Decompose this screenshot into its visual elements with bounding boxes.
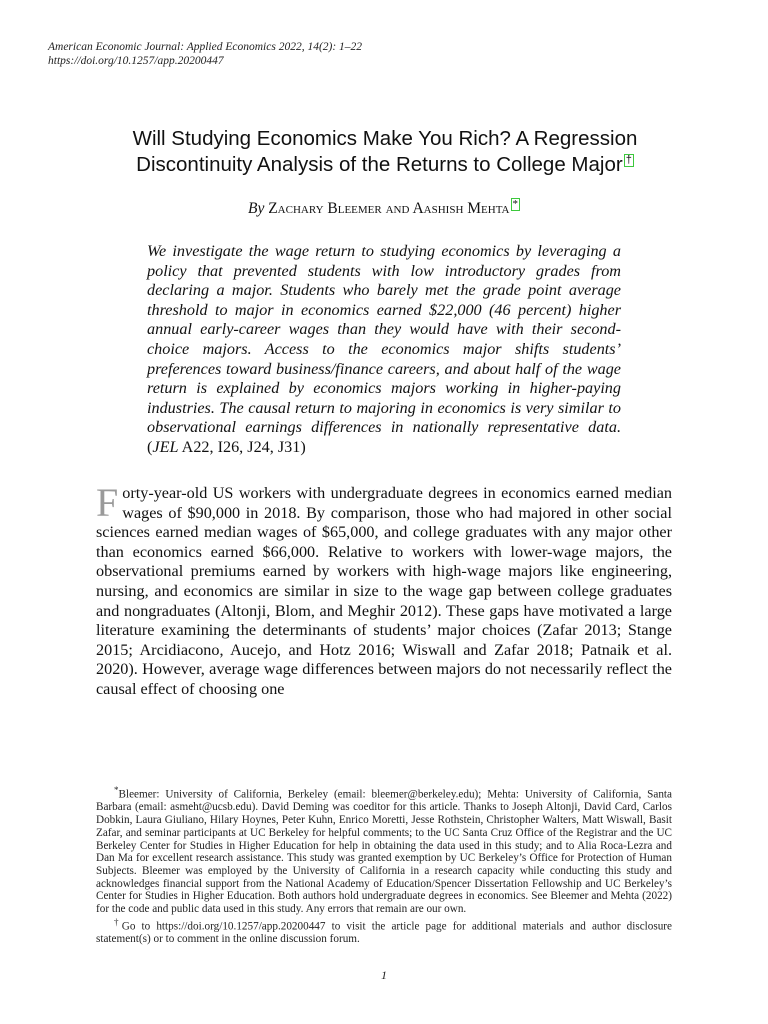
footnote-title-text: Go to https://doi.org/10.1257/app.20200447 to visit the article page for additional materials and author disclosure statement(s) or to comment in the online discussion forum. xyxy=(96,920,672,946)
byline-by: By xyxy=(247,200,265,218)
footnote-author-mark: * xyxy=(114,785,119,795)
footnote-title xyxy=(96,916,672,946)
footnote-author xyxy=(96,784,672,916)
footnote-title-mark: † xyxy=(114,916,122,927)
footnote-author-text: Bleemer: University of California, Berkeley (email: bleemer@berkeley.edu); Mehta: University of California, Santa Barbara (email: asmeht@ucsb.edu). David Deming was coeditor for this article. Thanks to Joseph Altonji, David Card, Carlos Dobkin, Laura Giuliano, Hilary Hoynes, Peter Kuhn, Enrico Moretti, Jesse Rothstein, Christopher Walters, Matt Wiswall, Basit Zafar, and seminar participants at UC Berkeley for helpful comments; to the UC Santa Cruz Office of the Registrar and the UC Berkeley Center for Studies in Higher Education for help in obtaining the data used in this study; and to Alia Roca-Lezra and Dan Ma for excellent research assistance. This study was granted exemption by UC Berkeley’s Office for Protection of Human Subjects. Bleemer was employed by the University of California in a research capacity while conducting this study and acknowledges financial support from the National Academy of Education/Spencer Dissertation Fellowship and UC Berkeley’s Center for Studies in Higher Education. Both authors hold undergraduate degrees in economics. See Bleemer and Mehta (2022) for the code and public data used in this study. Any errors that remain are our own. xyxy=(96,788,672,916)
jel-codes: A22, I26, J24, J31 xyxy=(181,437,301,456)
page-number: 1 xyxy=(381,968,387,982)
title-line-1: Will Studying Economics Make You Rich? A Regression xyxy=(132,127,638,150)
abstract xyxy=(147,242,621,458)
authors: Zachary Bleemer and Aashish Mehta xyxy=(268,200,510,218)
jel-classification: (JEL A22, I26, J24, J31) xyxy=(147,437,306,456)
doi-link[interactable]: https://doi.org/10.1257/app.20200447 xyxy=(48,55,224,67)
author-footnote-link[interactable]: * xyxy=(512,198,518,210)
jel-label: JEL xyxy=(152,437,179,456)
body-paragraph-text: orty-year-old US workers with undergraduate degrees in economics earned median wages of $90,000 in 2018. By comparison, those who had majored in other social sciences earned median wages of $65,000, and college graduates with any major other than economics earned $66,000. Relative to workers with lower-wage majors, the observational premiums earned by workers with high-wage majors like engineering, nursing, and economics are similar in size to the wage gap between college graduates and nongraduates (Altonji, Blom, and Meghir 2012). These gaps have motivated a large literature examining the determinants of students’ major choices (Zafar 2013; Stange 2015; Arcidiacono, Aucejo, and Hotz 2016; Wiswall and Zafar 2018; Patnaik et al. 2020). However, average wage differences between majors do not necessarily reflect the causal effect of choosing one xyxy=(96,484,672,698)
title-footnote-link[interactable]: † xyxy=(625,154,632,167)
drop-cap: F xyxy=(96,480,119,525)
abstract-text: We investigate the wage return to studying economics by leveraging a policy that prevented students with low introductory grades from declaring a major. Students who barely met the grade point average threshold to major in economics earned $22,000 (46 percent) higher annual early-career wages than they would have with their second-choice majors. Access to the economics major shifts students’ preferences toward business/finance careers, and about half of the wage return is explained by economics majors working in higher-paying industries. The causal return to majoring in economics is very similar to observational earnings differences in nationally representative data. xyxy=(147,242,621,437)
byline xyxy=(0,198,768,218)
journal-citation: American Economic Journal: Applied Economics 2022, 14(2): 1–22 xyxy=(48,41,363,53)
title-line-2-text: Discontinuity Analysis of the Returns to College Major xyxy=(136,153,623,176)
title-line-2 xyxy=(60,152,710,178)
paper-title xyxy=(60,126,710,178)
footnotes xyxy=(96,784,672,946)
journal-header xyxy=(48,40,362,68)
body-paragraph xyxy=(96,480,672,700)
